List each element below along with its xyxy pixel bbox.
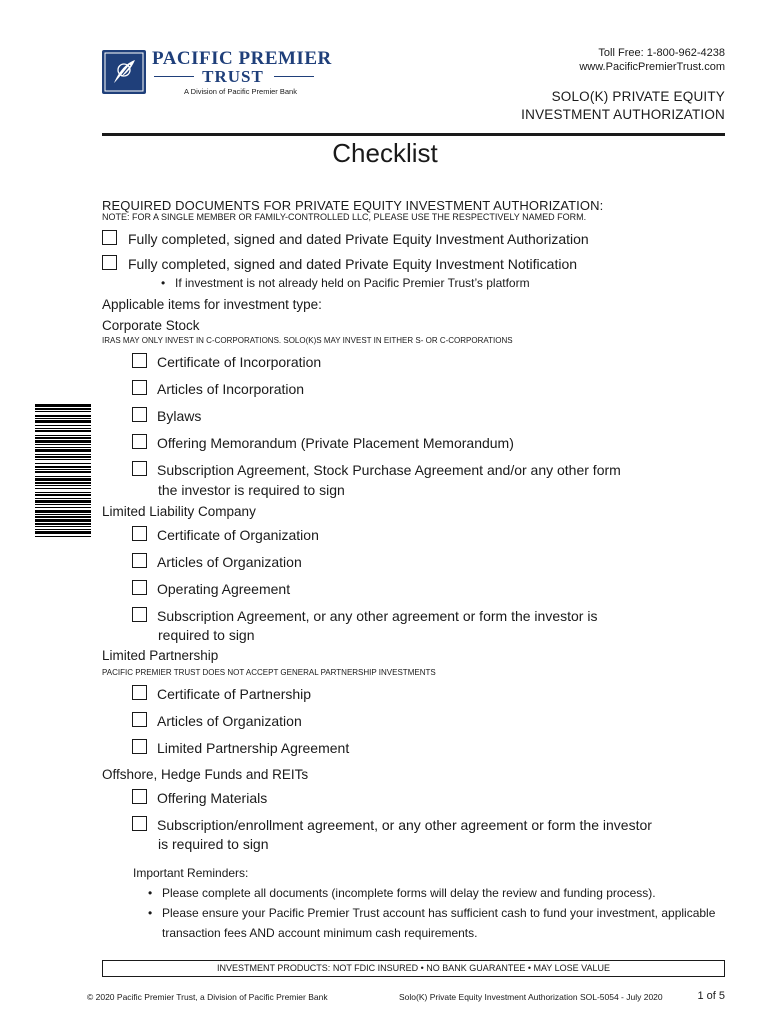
corporate-stock-label: Corporate Stock [102, 318, 200, 333]
checkbox[interactable] [132, 407, 147, 422]
brand-name: PACIFIC PREMIER [152, 48, 332, 69]
barcode-bar [35, 463, 91, 464]
item-label: Certificate of Incorporation [157, 354, 322, 370]
barcode-bar [35, 488, 91, 489]
llc-item-subscription[interactable] [132, 606, 597, 626]
barcode-bar [35, 430, 91, 432]
barcode-bar [35, 466, 91, 468]
required-item-label: Fully completed, signed and dated Private Equity Investment Notification [128, 256, 578, 272]
required-heading: REQUIRED DOCUMENTS FOR PRIVATE EQUITY INVESTMENT AUTHORIZATION: [102, 198, 604, 213]
corporate-note: IRAS MAY ONLY INVEST IN C-CORPORATIONS. SOLO(K)S MAY INVEST IN EITHER S- OR C-CORPORATIONS [102, 336, 513, 345]
item-label: Limited Partnership Agreement [157, 740, 350, 756]
footer-copyright: © 2020 Pacific Premier Trust, a Division of Pacific Premier Bank [87, 992, 328, 1002]
reminder-item [148, 884, 656, 903]
barcode-bar [35, 456, 91, 458]
barcode-bar [35, 500, 91, 503]
website-link[interactable]: www.PacificPremierTrust.com [579, 61, 725, 73]
lp-item-articles[interactable] [132, 711, 302, 731]
barcode-bar [35, 536, 91, 537]
barcode-bar [35, 408, 91, 410]
barcode-bar [35, 482, 91, 484]
corp-item-certificate[interactable] [132, 352, 321, 372]
required-item-notification[interactable] [102, 254, 577, 274]
bullet-dot: • [148, 906, 153, 920]
barcode-bar [35, 437, 91, 439]
offshore-item-subscription-cont: is required to sign [158, 836, 269, 852]
required-note: NOTE: FOR A SINGLE MEMBER OR FAMILY-CONTROLLED LLC, PLEASE USE THE RESPECTIVELY NAMED FORM. [102, 212, 587, 222]
corp-item-subscription[interactable] [132, 460, 621, 480]
reminder-item-cont: transaction fees AND account minimum cash requirements. [162, 926, 478, 940]
checkbox[interactable] [132, 816, 147, 831]
barcode-bar [35, 444, 91, 445]
item-label: Bylaws [157, 408, 202, 424]
llc-item-operating[interactable] [132, 579, 290, 599]
bullet-dot: • [161, 276, 166, 290]
barcode-bar [35, 411, 91, 412]
lp-item-certificate[interactable] [132, 684, 311, 704]
contact-block [579, 46, 725, 74]
item-label: Subscription Agreement, or any other agreement or form the investor is [157, 608, 598, 624]
corp-item-subscription-cont: the investor is required to sign [158, 482, 345, 498]
barcode-bar [35, 449, 91, 452]
llc-item-subscription-cont: required to sign [158, 627, 255, 643]
barcode-bar [35, 440, 91, 443]
barcode-bar [35, 435, 91, 436]
brand-trust-row [152, 67, 314, 85]
brand-division: A Division of Pacific Premier Bank [184, 87, 297, 96]
barcode-bar [35, 504, 91, 505]
barcode-bar [35, 526, 91, 527]
barcode-bar [35, 418, 91, 419]
applicable-heading: Applicable items for investment type: [102, 297, 322, 312]
required-item-label: Fully completed, signed and dated Private Equity Investment Authorization [128, 231, 589, 247]
checkbox[interactable] [132, 712, 147, 727]
fdic-disclaimer: INVESTMENT PRODUCTS: NOT FDIC INSURED • NO BANK GUARANTEE • MAY LOSE VALUE [102, 960, 725, 977]
llc-item-certificate[interactable] [132, 525, 319, 545]
barcode-bar [35, 476, 91, 477]
barcode [35, 404, 91, 656]
item-label: Subscription/enrollment agreement, or any other agreement or form the investor [157, 817, 652, 833]
form-title-line1: SOLO(K) PRIVATE EQUITY [551, 89, 725, 104]
corp-item-articles[interactable] [132, 379, 304, 399]
barcode-bar [35, 514, 91, 515]
footer-form-id: Solo(K) Private Equity Investment Authorization SOL-5054 - July 2020 [399, 992, 663, 1002]
item-label: Articles of Organization [157, 554, 302, 570]
brand-trust: TRUST [202, 67, 264, 86]
reminder-text: Please ensure your Pacific Premier Trust account has sufficient cash to fund your investment, applicable [162, 906, 716, 920]
barcode-bar [35, 469, 91, 470]
checkbox[interactable] [102, 230, 117, 245]
offshore-label: Offshore, Hedge Funds and REITs [102, 767, 309, 782]
toll-free-number: Toll Free: 1-800-962-4238 [598, 47, 725, 59]
barcode-bar [35, 507, 91, 508]
quill-icon [102, 50, 146, 94]
barcode-bar [35, 425, 91, 426]
barcode-bar [35, 404, 91, 407]
offshore-item-offering[interactable] [132, 788, 267, 808]
barcode-bar [35, 459, 91, 460]
corp-item-bylaws[interactable] [132, 406, 201, 426]
item-label: Offering Materials [157, 790, 268, 806]
checkbox[interactable] [102, 255, 117, 270]
item-label: Operating Agreement [157, 581, 291, 597]
item-label: Certificate of Organization [157, 527, 319, 543]
checkbox[interactable] [132, 739, 147, 754]
sub-bullet-text: If investment is not already held on Pacific Premier Trust’s platform [175, 276, 530, 290]
brand-rule-right [274, 76, 314, 77]
checkbox[interactable] [132, 553, 147, 568]
barcode-bar [35, 471, 91, 473]
checkbox[interactable] [132, 380, 147, 395]
barcode-graphic [35, 404, 91, 656]
required-sub-bullet [161, 274, 530, 293]
reminder-text: Please complete all documents (incomplete forms will delay the review and funding process). [162, 886, 656, 900]
reminder-item [148, 904, 715, 923]
page-number: 1 of 5 [697, 990, 725, 1002]
header-divider [102, 133, 725, 136]
llc-item-articles[interactable] [132, 552, 302, 572]
checkbox[interactable] [132, 434, 147, 449]
barcode-bar [35, 428, 91, 429]
form-title [521, 88, 725, 124]
lp-label: Limited Partnership [102, 648, 219, 663]
barcode-bar [35, 531, 91, 534]
reminders-heading: Important Reminders: [133, 866, 249, 880]
checkbox[interactable] [132, 607, 147, 622]
form-title-line2: INVESTMENT AUTHORIZATION [521, 107, 725, 122]
barcode-bar [35, 519, 91, 522]
checkbox[interactable] [132, 685, 147, 700]
barcode-bar [35, 447, 91, 448]
offshore-item-subscription[interactable] [132, 815, 652, 835]
bullet-dot: • [148, 886, 153, 900]
barcode-bar [35, 510, 91, 513]
item-label: Articles of Incorporation [157, 381, 305, 397]
barcode-bar [35, 492, 91, 493]
checkbox[interactable] [132, 789, 147, 804]
barcode-bar [35, 454, 91, 455]
barcode-bar [35, 485, 91, 486]
checkbox[interactable] [132, 353, 147, 368]
item-label: Articles of Organization [157, 713, 302, 729]
checkbox[interactable] [132, 461, 147, 476]
barcode-bar [35, 529, 91, 530]
checkbox[interactable] [132, 526, 147, 541]
barcode-bar [35, 494, 91, 496]
llc-label: Limited Liability Company [102, 504, 256, 519]
barcode-bar [35, 420, 91, 423]
barcode-bar [35, 415, 91, 417]
barcode-bar [35, 498, 91, 499]
barcode-bar [35, 523, 91, 525]
page-title: Checklist [332, 138, 438, 168]
logo-mark [102, 50, 146, 94]
item-label: Offering Memorandum (Private Placement Memorandum) [157, 435, 514, 451]
lp-item-agreement[interactable] [132, 738, 349, 758]
checkbox[interactable] [132, 580, 147, 595]
corp-item-memorandum[interactable] [132, 433, 514, 453]
required-item-authorization[interactable] [102, 229, 589, 249]
lp-note: PACIFIC PREMIER TRUST DOES NOT ACCEPT GENERAL PARTNERSHIP INVESTMENTS [102, 668, 436, 677]
item-label: Subscription Agreement, Stock Purchase Agreement and/or any other form [157, 462, 621, 478]
barcode-bar [35, 478, 91, 481]
item-label: Certificate of Partnership [157, 686, 312, 702]
barcode-bar [35, 516, 91, 518]
